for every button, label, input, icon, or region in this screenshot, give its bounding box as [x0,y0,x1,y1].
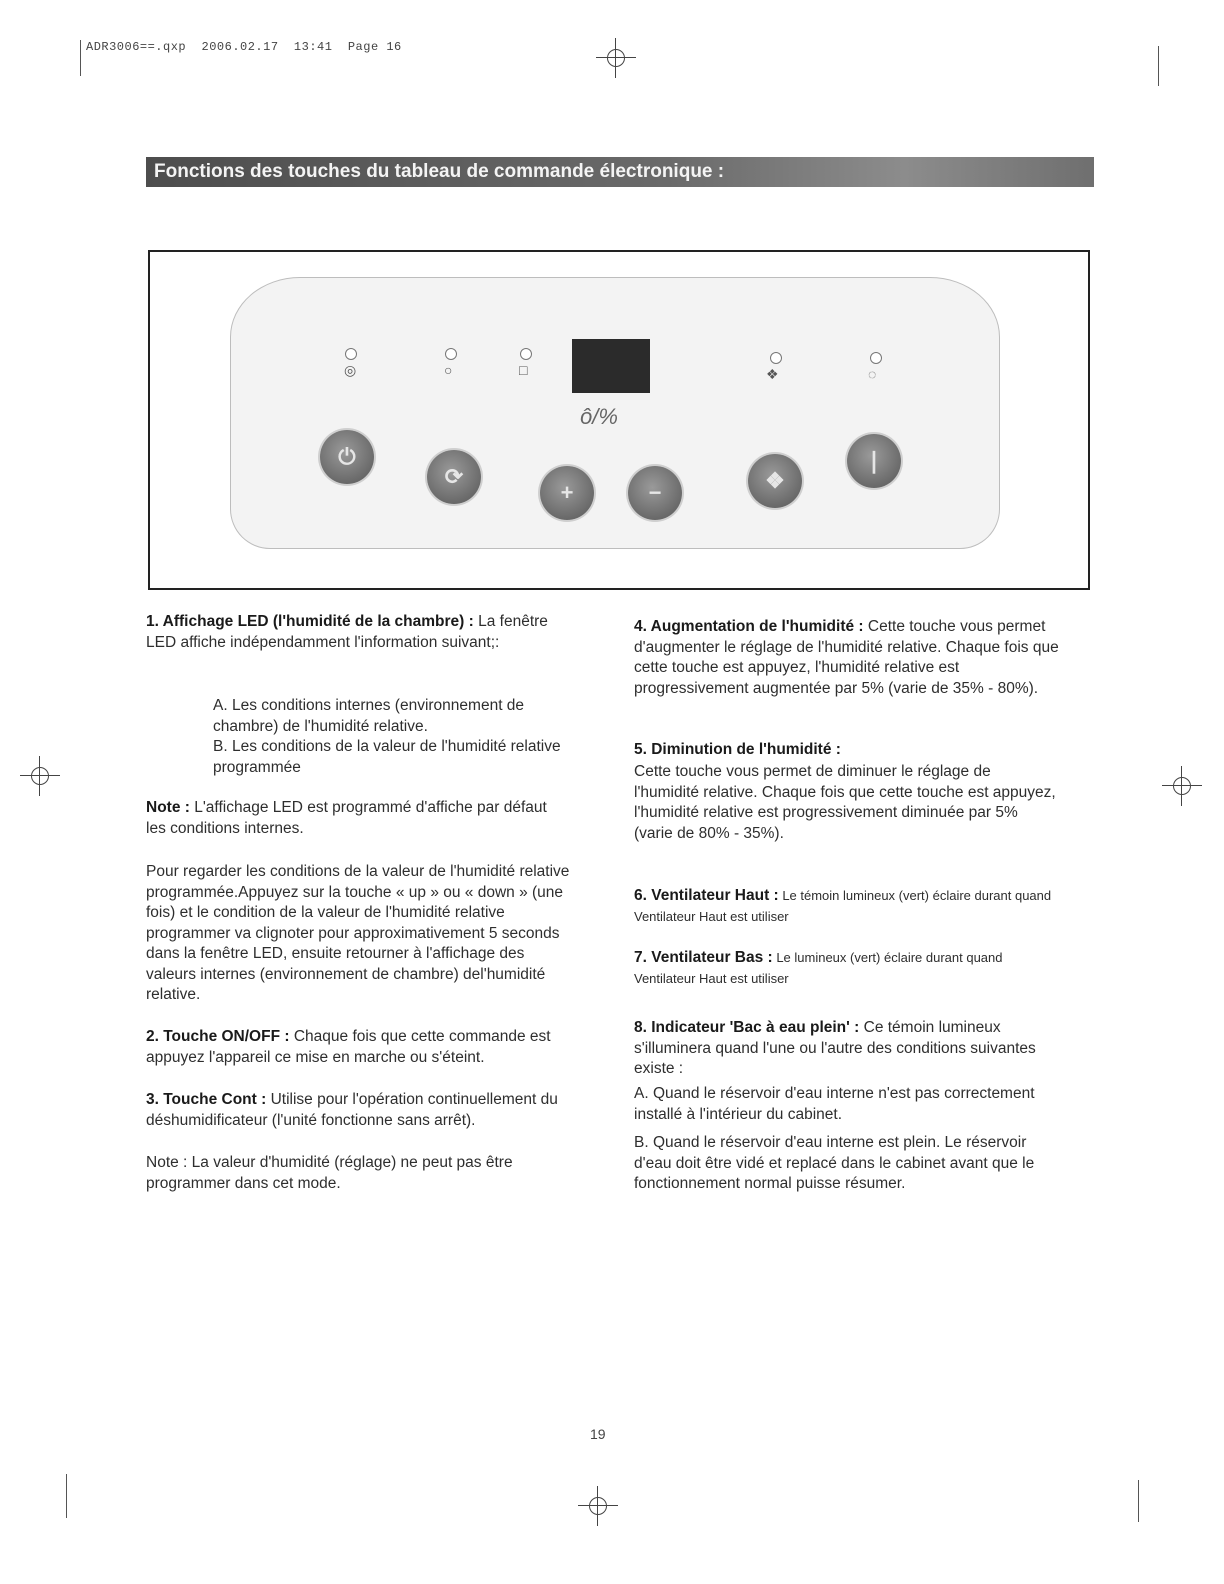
section-5-heading: 5. Diminution de l'humidité : [634,741,841,758]
section-2 [146,1027,586,1068]
drop-icon: ❘ [864,448,884,473]
crop-mark [66,1474,67,1518]
low-fan-led [870,352,882,364]
section-1-text: La fenêtre LED affiche indépendamment l'information suivant;: [146,613,548,651]
section-7 [634,948,1059,989]
up-button[interactable] [540,466,594,520]
section-6-title: 6. Ventilateur Haut : [634,887,779,904]
section-3-note: Note : La valeur d'humidité (réglage) ne peut pas être programmer dans cet mode. [146,1154,513,1192]
crop-mark [1138,1480,1139,1522]
power-led [345,348,357,360]
section-4-title: 4. Augmentation de l'humidité : [634,618,864,635]
percent-symbol: % [598,404,618,429]
fan-low-button[interactable] [847,434,901,488]
drops-icon: ❖ [765,468,785,493]
file-slug: ADR3006==.qxp 2006.02.17 13:41 Page 16 [86,40,402,54]
crop-mark [80,40,81,76]
registration-mark [1162,766,1202,806]
high-fan-led [770,352,782,364]
section-4 [634,617,1059,699]
fan-high-button[interactable] [748,454,802,508]
section-5-title [634,740,1059,761]
cycle-icon: ⟳ [444,464,464,489]
section-1-item-b: B. Les conditions de la valeur de l'humidité relative programmée [213,738,561,776]
section-6 [634,886,1059,927]
cont-led [520,348,532,360]
led-display [572,339,650,393]
section-8-item-a: A. Quand le réservoir d'eau interne n'est pas correctement installé à l'intérieur du cabinet. [634,1085,1035,1123]
registration-mark [20,756,60,796]
fan-led-icon: ○ [444,362,453,378]
section-8 [634,1018,1059,1080]
note-label: Note : [146,799,190,816]
section-7-title: 7. Ventilateur Bas : [634,949,773,966]
section-3-title: 3. Touche Cont : [146,1091,267,1108]
section-3 [146,1090,586,1131]
minus-icon: − [648,480,662,505]
section-6-text: Le témoin lumineux (vert) éclaire durant quand Ventilateur Haut est utiliser [634,888,1052,924]
down-button[interactable] [628,466,682,520]
power-button[interactable] [320,430,374,484]
section-8-item-b: B. Quand le réservoir d'eau interne est plein. Le réservoir d'eau doit être vidé et replacé dans le cabinet avant que le fonctionnement normal puisse résumer. [634,1134,1035,1192]
low-fan-led-icon: ◌ [868,366,877,382]
humidity-percent-label: ô/% [580,404,618,429]
registration-mark [596,38,636,78]
section-7-text: Le lumineux (vert) éclaire durant quand Ventilateur Haut est utiliser [634,950,1003,986]
page-number: 19 [590,1426,606,1442]
power-led-icon: ◎ [344,362,357,378]
section-3-text: Utilise pour l'opération continuellement du déshumidificateur (l'unité fonctionne sans arrêt). [146,1091,558,1129]
crop-mark [1158,46,1159,86]
section-5-text: Cette touche vous permet de diminuer le réglage de l'humidité relative. Chaque fois que cette touche est appuyez, l'humidité relative est progressivement diminuée par 5% (varie de 80% - 35%). [634,763,1056,842]
note-text: L'affichage LED est programmé d'affiche par défaut les conditions internes. [146,799,547,837]
power-icon: ⏻ [338,444,356,469]
section-4-text: Cette touche vous permet d'augmenter le réglage de l'humidité relative. Chaque fois que cette touche est appuyez, l'humidité relative est progressivement augmentée par 5% (varie de 35% - 80%). [634,618,1059,697]
section-8-text: Ce témoin lumineux s'illuminera quand l'une ou l'autre des conditions suivantes existe : [634,1019,1036,1077]
fan-led [445,348,457,360]
section-2-title: 2. Touche ON/OFF : [146,1028,290,1045]
section-8-title: 8. Indicateur 'Bac à eau plein' : [634,1019,860,1036]
cont-button[interactable] [427,450,481,504]
section-1-item-a: A. Les conditions internes (environnement de chambre) de l'humidité relative. [213,697,525,735]
high-fan-led-icon: ❖ [766,366,779,382]
paragraph-2: Pour regarder les conditions de la valeur de l'humidité relative programmée.Appuyez sur la touche « up » ou « down » (une fois) et le condition de la valeur de l'humidité relative programmer va clignoter pour approximativement 5 seconds dans la fenêtre LED, ensuite retourner à l'affichage des valeurs internes (environnement de chambre) del'humidité relative. [146,863,570,1003]
section-2-text: Chaque fois que cette commande est appuyez l'appareil ce mise en marche ou s'éteint. [146,1028,551,1066]
section-title-banner: Fonctions des touches du tableau de commande électronique : [146,157,1094,187]
section-1 [146,612,566,653]
registration-mark [578,1486,618,1526]
cont-led-icon: □ [519,362,528,378]
plus-icon: + [560,480,574,505]
section-1-title: 1. Affichage LED (l'humidité de la chambre) : [146,613,474,630]
note-1 [146,798,566,839]
